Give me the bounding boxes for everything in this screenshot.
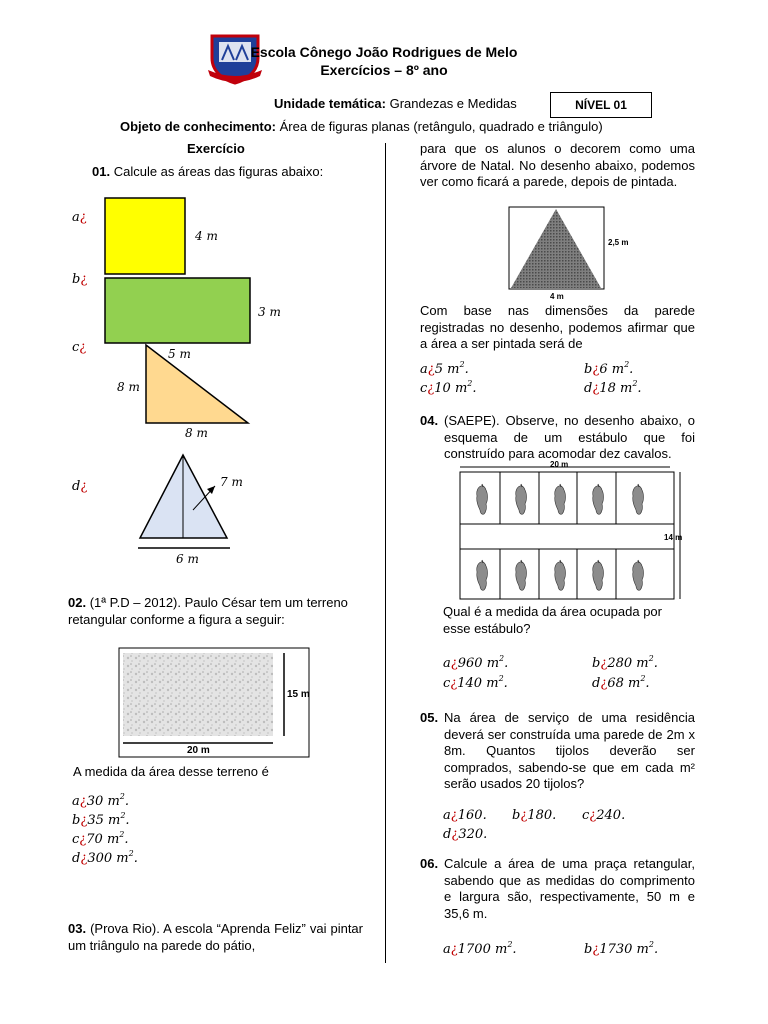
- q3-text: (Prova Rio). A escola “Aprenda Feliz” vai pintar um triângulo na parede do pátio,: [68, 921, 363, 953]
- q4-stable-figure: [456, 462, 686, 605]
- q2-number: 02.: [68, 595, 87, 610]
- q3-dim-base: 4 m: [550, 292, 564, 301]
- q1-figure-d: [135, 452, 245, 552]
- q2-option-a: a¿30 $m^2$.: [72, 792, 129, 809]
- dim-c-top: 5 m: [168, 347, 191, 361]
- unit-label: Unidade temática:: [274, 96, 386, 111]
- object-line: [120, 119, 603, 136]
- q5-option-c: c¿240.: [582, 808, 626, 823]
- school-name: Escola Cônego João Rodrigues de Melo: [250, 44, 518, 60]
- page-subtitle: Exercícios – 8º ano: [320, 62, 448, 78]
- q1-statement: [92, 164, 323, 181]
- q4-option-b: b¿280 $m^2$.: [592, 654, 658, 671]
- q4-option-c: c¿140 $m^2$.: [443, 674, 508, 691]
- q1-text: Calcule as áreas das figuras abaixo:: [113, 164, 324, 179]
- q6-option-b: b¿1730 $m^2$.: [584, 940, 659, 957]
- q1-label-a: a¿: [72, 210, 87, 225]
- dim-c-bottom: 8 m: [185, 426, 208, 440]
- column-divider: [385, 143, 386, 963]
- q5-option-d: d¿320.: [443, 827, 488, 842]
- q2-statement: [68, 595, 368, 628]
- object-label: Objeto de conhecimento:: [120, 119, 277, 134]
- q2-dim-width: 20 m: [187, 745, 210, 756]
- q4-question: Qual é a medida da área ocupada por esse estábulo?: [443, 604, 662, 636]
- q6-number: 06.: [420, 856, 439, 871]
- q2-text: (1ª P.D – 2012). Paulo César tem um terreno retangular conforme a figura a seguir:: [68, 595, 348, 627]
- q2-options: [72, 794, 138, 870]
- q4-dim-height: 14 m: [664, 533, 683, 542]
- q4-number: 04.: [420, 413, 439, 428]
- q5-statement: [420, 710, 695, 793]
- q1-number: 01.: [92, 164, 111, 179]
- q3-dim-height: 2,5 m: [608, 238, 629, 247]
- q4-text: (SAEPE). Observe, no desenho abaixo, o esquema de um estábulo que foi construído para acomodar dez cavalos.: [444, 413, 695, 461]
- square-a: [105, 198, 185, 274]
- q3-option-a: a¿5 $m^2$.: [420, 360, 469, 377]
- q6-option-a: a¿1700 $m^2$.: [443, 940, 517, 957]
- q3-continuation: para que os alunos o decorem como uma árvore de Natal. No desenho abaixo, podemos ver como ficará a parede, depois de pintada.: [420, 141, 695, 189]
- q3-option-c: c¿10 $m^2$.: [420, 379, 477, 396]
- unit-line: [274, 96, 517, 113]
- q3-number: 03.: [68, 921, 87, 936]
- q3-option-d: d¿18 $m^2$.: [584, 379, 642, 396]
- q5-text: Na área de serviço de uma residência deverá ser construída uma parede de 2m x 8m. Quantos tijolos deverão ser comprados, sabendo-se que em cada m² serão usados 20 tijolos?: [444, 710, 695, 791]
- q6-statement: [420, 856, 695, 922]
- dim-a-side: 4 m: [195, 229, 218, 243]
- q2-option-b: b¿35 $m^2$.: [72, 811, 130, 828]
- q2-dim-height: 15 m: [287, 689, 310, 700]
- q3-wall-figure: [508, 206, 606, 292]
- q3-question: Com base nas dimensões da parede registradas no desenho, podemos afirmar que a área a ser pintada será de: [420, 303, 695, 351]
- dim-b-side: 3 m: [258, 305, 281, 319]
- q6-text: Calcule a área de uma praça retangular, sabendo que as medidas do comprimento e largura são, respectivamente, 50 m e 35,6 m.: [444, 856, 695, 921]
- object-value: Área de figuras planas (retângulo, quadrado e triângulo): [279, 119, 603, 134]
- q4-statement: [420, 413, 695, 463]
- q4-option-d: d¿68 $m^2$.: [592, 674, 650, 691]
- triangle-c: [146, 345, 248, 423]
- level-box: NÍVEL 01: [550, 92, 652, 118]
- dim-c-left: 8 m: [117, 380, 140, 394]
- q2-option-c: c¿70 $m^2$.: [72, 830, 129, 847]
- exercise-title: Exercício: [187, 141, 245, 156]
- q3-statement: [68, 921, 363, 954]
- q2-question: A medida da área desse terreno é: [73, 764, 269, 779]
- q2-option-d: d¿300 $m^2$.: [72, 849, 138, 866]
- q3-option-b: b¿6 $m^2$.: [584, 360, 634, 377]
- q1-label-d: d¿: [72, 479, 88, 494]
- dim-d-height: 7 m: [220, 475, 243, 489]
- q5-option-a: a¿160.: [443, 808, 487, 823]
- q1-label-c: c¿: [72, 340, 87, 355]
- q5-number: 05.: [420, 710, 439, 725]
- q5-option-b: b¿180.: [512, 808, 557, 823]
- unit-value: Grandezas e Medidas: [389, 96, 517, 111]
- rectangle-b: [105, 278, 250, 343]
- q1-label-b: b¿: [72, 272, 88, 287]
- q4-dim-width: 20 m: [550, 460, 569, 469]
- dim-d-base: 6 m: [176, 552, 199, 566]
- q2-land-figure: [118, 647, 310, 759]
- land-rectangle: [123, 653, 273, 736]
- q4-option-a: a¿960 $m^2$.: [443, 654, 509, 671]
